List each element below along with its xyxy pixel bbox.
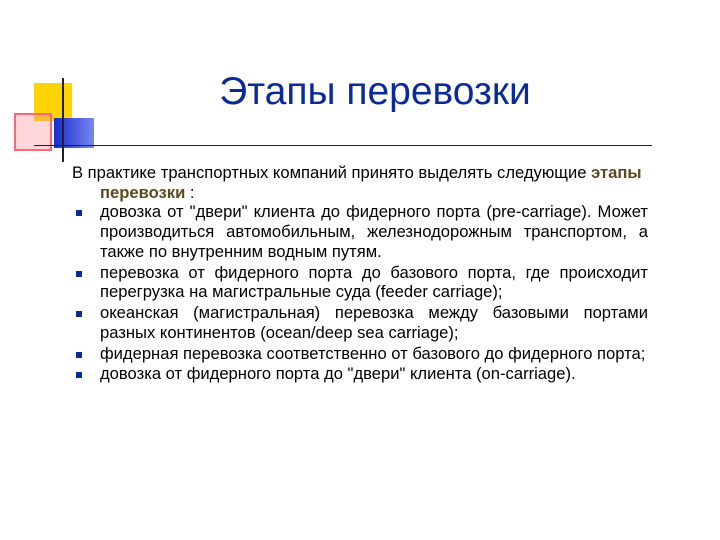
- list-item: [72, 263, 648, 302]
- list-item: [72, 303, 648, 342]
- slide-title: Этапы перевозки: [219, 70, 531, 113]
- list-item-text: довозка от "двери" клиента до фидерного порта (pre-carriage). Может производиться автомобильным, железнодорожным транспортом, а также по внутренним водным путям.: [100, 202, 648, 261]
- list-item-text: океанская (магистральная) перевозка между базовыми портами разных континентов (ocean/deep sea carriage);: [100, 303, 648, 342]
- list-item-text: фидерная перевозка соответственно от базового до фидерного порта;: [100, 343, 646, 363]
- bullet-icon: [76, 210, 82, 216]
- intro-highlight: этапы перевозки: [100, 163, 642, 202]
- intro-paragraph: [72, 163, 648, 202]
- bullet-icon: [76, 372, 82, 378]
- list-item-text: довозка от фидерного порта до "двери" клиента (on-carriage).: [100, 364, 576, 384]
- intro-lead: В практике транспортных компаний принято выделять следующие: [72, 163, 592, 182]
- list-item: [72, 344, 648, 364]
- list-item: [72, 364, 648, 384]
- list-item-text: перевозка от фидерного порта до базового порта, где происходит перегрузка на магистральные суда (feeder carriage);: [100, 262, 648, 302]
- stages-list: [72, 202, 648, 384]
- bullet-icon: [76, 271, 82, 277]
- intro-tail: :: [185, 182, 195, 202]
- list-item: [72, 202, 648, 261]
- decor-horizontal-line: [34, 145, 652, 146]
- slide-body: [72, 163, 648, 385]
- bullet-icon: [76, 311, 82, 317]
- bullet-icon: [76, 352, 82, 358]
- decor-blue-square: [54, 118, 94, 148]
